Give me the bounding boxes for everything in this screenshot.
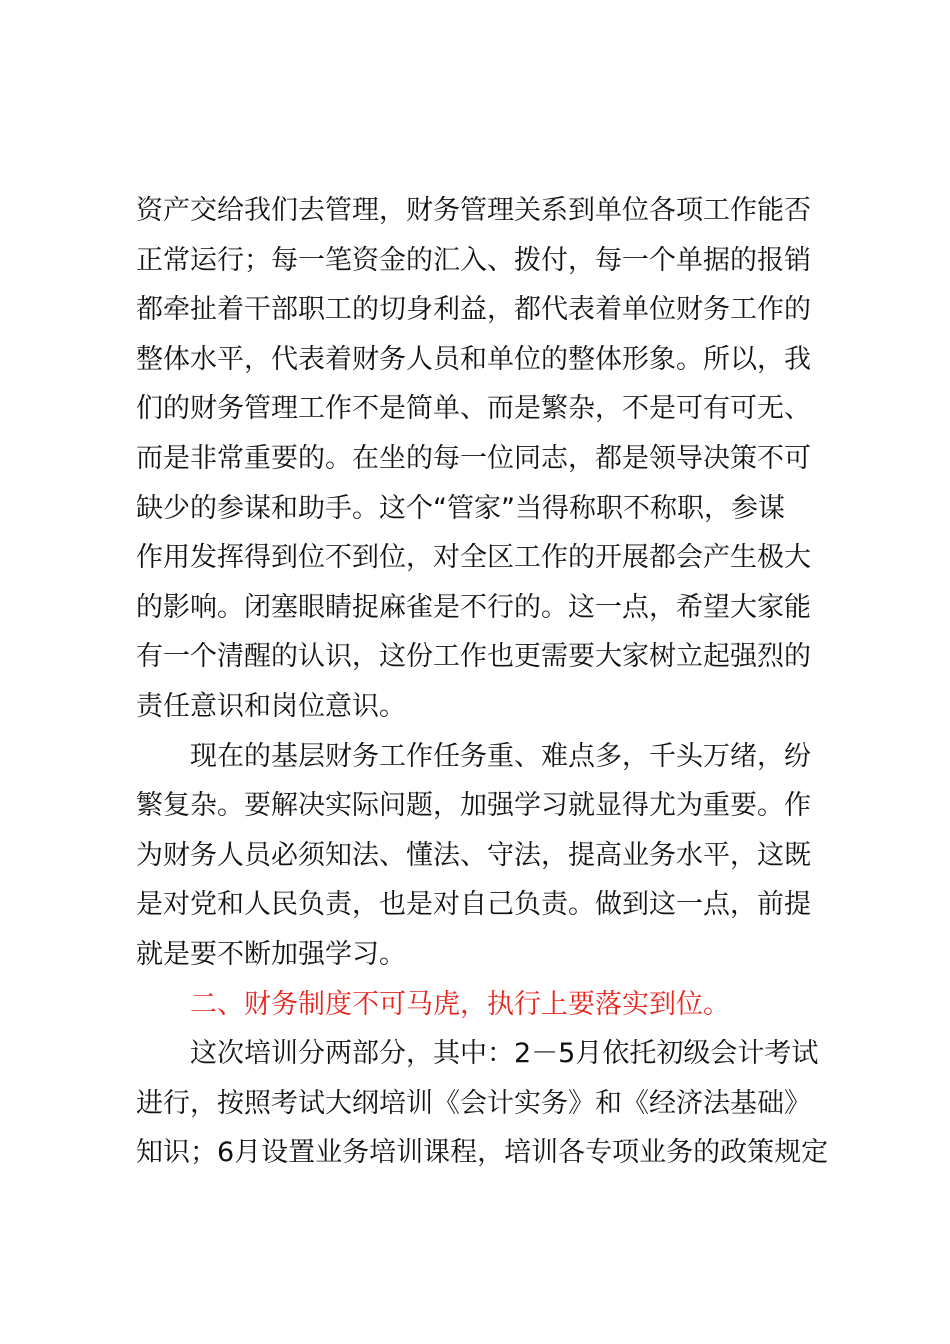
text-line: 正常运行；每一笔资金的汇入、拨付，每一个单据的报销 [136, 244, 811, 276]
text-line: 为财务人员必须知法、懂法、守法，提高业务水平，这既 [136, 839, 811, 871]
text-line: 是对党和人民负责，也是对自己负责。做到这一点，前提 [136, 889, 811, 921]
text-line: 繁复杂。要解决实际问题，加强学习就显得尤为重要。作 [136, 790, 811, 822]
text-line: 责任意识和岗位意识。 [136, 690, 406, 722]
text-line: 而是非常重要的。在坐的每一位同志，都是领导决策不可 [136, 442, 811, 474]
paragraph-2 [136, 732, 856, 980]
document-body [136, 186, 856, 1178]
text-line: 进行，按照考试大纲培训《会计实务》和《经济法基础》 [136, 1087, 811, 1119]
text-line: 整体水平，代表着财务人员和单位的整体形象。所以，我 [136, 343, 811, 375]
text-line: 们的财务管理工作不是简单、而是繁杂，不是可有可无、 [136, 393, 811, 425]
paragraph-3 [136, 1029, 856, 1178]
paragraph-1 [136, 186, 856, 732]
text-line: 作用发挥得到位不到位，对全区工作的开展都会产生极大 [136, 542, 811, 574]
text-line: 有一个清醒的认识，这份工作也更需要大家树立起强烈的 [136, 641, 811, 673]
section-heading: 二、财务制度不可马虎，执行上要落实到位。 [190, 988, 730, 1020]
text-line: 缺少的参谋和助手。这个“管家”当得称职不称职，参谋 [136, 492, 785, 524]
text-line: 这次培训分两部分，其中：2－5月依托初级会计考试 [190, 1038, 819, 1070]
text-line: 的影响。闭塞眼睛捉麻雀是不行的。这一点，希望大家能 [136, 591, 811, 623]
text-line: 就是要不断加强学习。 [136, 938, 406, 970]
text-line: 知识；6月设置业务培训课程，培训各专项业务的政策规定 [136, 1137, 829, 1169]
text-line: 都牵扯着干部职工的切身利益，都代表着单位财务工作的 [136, 294, 811, 326]
text-line: 现在的基层财务工作任务重、难点多，千头万绪，纷 [190, 740, 811, 772]
text-line: 资产交给我们去管理，财务管理关系到单位各项工作能否 [136, 195, 811, 226]
